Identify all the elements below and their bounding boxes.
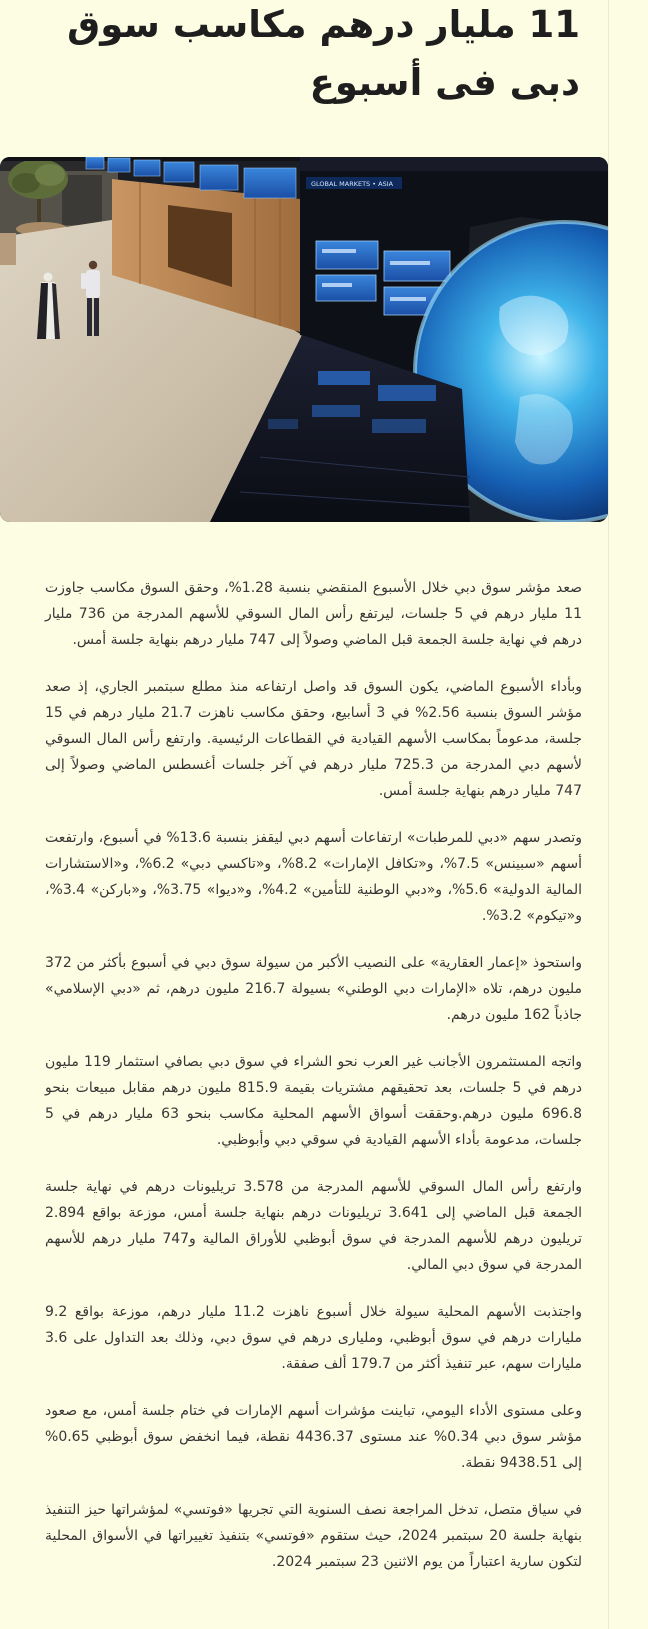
headline (20, 0, 580, 112)
planter-edge (0, 233, 16, 265)
paragraph: واتجه المستثمرون الأجانب غير العرب نحو الشراء في سوق دبي بصافي استثمار 119 مليون درهم في 5 جلسات، بعد تحقيقهم مشتريات بقيمة 815.9 مليون درهم مقابل مبيعات بنحو 696.8 مليون درهم.وحققت أسواق الأسهم المحلية مكاسب بنحو 63 مليار درهم في 5 جلسات، مدعومة بأداء الأسهم القيادية في سوقي دبي وأبوظبي. (45, 1054, 583, 1148)
paragraph: وارتفع رأس المال السوقي للأسهم المدرجة من 3.578 تريليونات درهم في نهاية جلسة الجمعة قبل الماضي إلى 3.641 تريليونات درهم بنهاية جلسة أمس، موزعة بواقع 2.894 تريليون درهم للأسهم المدرجة في سوق أبوظبي للأوراق المالية و747 مليار درهم للأسهم المدرجة في سوق دبي المالي. (45, 1179, 583, 1273)
paragraph: وبأداء الأسبوع الماضي، يكون السوق قد واصل ارتفاعه منذ مطلع سبتمبر الجاري، إذ صعد مؤشر السوق بنسبة 2.56% في 3 أسابيع، وحقق مكاسب ناهزت 21.7 مليار درهم في 15 جلسة، مدعوماً بمكاسب الأسهم القيادية في القطاعات الرئيسية. وارتفع رأس المال السوقي لأسهم دبي المدرجة من 725.3 مليار درهم في آخر جلسات أغسطس الماضي وصولاً إلى 747 مليار درهم بنهاية جلسة أمس. (45, 679, 583, 799)
article-body (45, 575, 582, 1596)
stock-exchange-photo (0, 157, 608, 522)
paragraph: في سياق متصل، تدخل المراجعة نصف السنوية التي تجريها «فوتسي» لمؤشراتها حيز التنفيذ بنهاية جلسة 20 سبتمبر 2024، حيث ستقوم «فوتسي» بتنفيذ تغييراتها في الأسواق المحلية لتكون سارية اعتباراً من يوم الاثنين 23 سبتمبر 2024. (45, 1502, 582, 1570)
headline-line-1: 11 مليار درهم مكاسب سوق (67, 3, 580, 46)
headline-line-2: دبى فى أسبوع (309, 61, 580, 104)
paragraph: صعد مؤشر سوق دبي خلال الأسبوع المنقضي بنسبة 1.28%، وحقق السوق مكاسب جاوزت 11 مليار درهم في 5 جلسات، ليرتفع رأس المال السوقي للأسهم المدرجة من 736 مليار درهم في نهاية جلسة الجمعة قبل الماضي وصولاً إلى 747 مليار درهم بنهاية جلسة أمس. (45, 580, 582, 648)
screen-label: GLOBAL MARKETS • ASIA (311, 180, 394, 188)
paragraph: واجتذبت الأسهم المحلية سيولة خلال أسبوع ناهزت 11.2 مليار درهم، موزعة بواقع 9.2 مليارات درهم في سوق أبوظبي، ومليارى درهم في سوق دبي، وذلك بعد التداول على 3.6 مليارات سهم، عبر تنفيذ أكثر من 179.7 ألف صفقة. (45, 1304, 583, 1372)
article-photo (0, 157, 608, 522)
column-divider (608, 0, 609, 1629)
paragraph: وتصدر سهم «دبي للمرطبات» ارتفاعات أسهم دبي ليقفز بنسبة 13.6% في أسبوع، وارتفعت أسهم «سبينس» 7.5%، و«تكافل الإمارات» 8.2%، و«تاكسي دبي» 6.2%، و«الاستشارات المالية الدولية» 5.6%، و«دبي الوطنية للتأمين» 4.2%، و«ديوا» 3.75%، و«باركن» 3.4%، و«تيكوم» 3.2%. (45, 830, 582, 924)
paragraph: واستحوذ «إعمار العقارية» على النصيب الأكبر من سيولة سوق دبي في أسبوع بأكثر من 372 مليون درهم، تلاه «الإمارات دبي الوطني» بسيولة 216.7 مليون درهم، ثم «دبي الإسلامي» جاذباً 162 مليون درهم. (45, 955, 583, 1023)
paragraph: وعلى مستوى الأداء اليومي، تباينت مؤشرات أسهم الإمارات في ختام جلسة أمس، مع صعود مؤشر سوق دبي 0.34% عند مستوى 4436.37 نقطة، فيما انخفض سوق أبوظبي 0.65% إلى 9438.51 نقطة. (45, 1403, 582, 1471)
